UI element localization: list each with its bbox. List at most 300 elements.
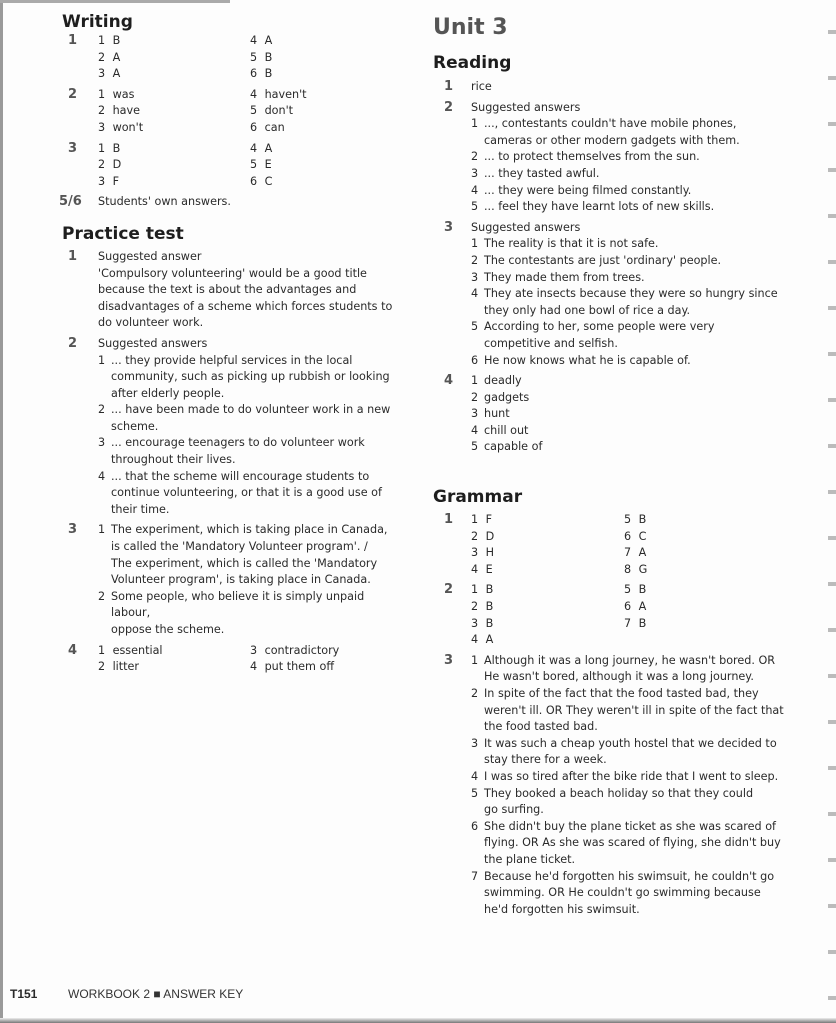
answer-line: ... encourage teenagers to do volunteer work (111, 436, 365, 450)
answer-line: do volunteer work. (98, 316, 204, 330)
exercise-body (98, 643, 402, 676)
answer-line: community, such as picking up rubbish or looking (111, 370, 390, 384)
answer-item (98, 402, 402, 435)
answer-column (471, 512, 624, 578)
item-answer: E (485, 562, 493, 576)
item-answer: have (112, 104, 141, 118)
answer-item (471, 390, 803, 407)
item-answer: A (638, 600, 647, 614)
item-answer: A (264, 141, 273, 155)
item-number: 4 (250, 87, 258, 101)
answer-line: In spite of the fact that the food tasted bad, they (484, 687, 759, 700)
answer-line: go surfing. (484, 803, 544, 817)
item-answer: don't (264, 104, 294, 118)
answer-line: cameras or other modern gadgets with them. (484, 133, 740, 147)
answer-item (471, 236, 803, 253)
answer-columns (98, 141, 402, 191)
exercise-body (471, 582, 803, 648)
answer-column (98, 33, 250, 83)
item-number: 3 (471, 736, 479, 750)
answer-line: rice (471, 80, 492, 93)
item-number: 2 (471, 253, 479, 267)
exercise-body (98, 87, 402, 137)
item-answer: essential (112, 643, 163, 657)
section-heading: Practice test (62, 223, 184, 244)
item-text (484, 166, 599, 183)
answer-item (471, 423, 803, 440)
exercise-body (471, 373, 803, 456)
answer-pair (98, 141, 250, 158)
answer-line: It was such a cheap youth hostel that we decided to (484, 736, 777, 750)
answer-pair (250, 659, 402, 676)
answer-item (98, 469, 402, 519)
answer-item (471, 286, 803, 319)
exercise-number: 3 (68, 140, 78, 156)
item-number: 5 (624, 583, 632, 597)
item-number: 8 (624, 562, 632, 576)
answer-line: after elderly people. (111, 386, 225, 400)
answer-line: weren't ill. OR They weren't ill in spite of the fact that (484, 703, 784, 717)
item-answer: C (638, 529, 647, 543)
item-number: 5 (250, 104, 258, 118)
answer-item (98, 522, 402, 588)
exercise-body (98, 33, 402, 83)
exercise-number: 3 (444, 652, 454, 668)
answer-line: ... feel they have learnt lots of new skills. (484, 200, 715, 214)
answer-item (471, 166, 803, 183)
answer-line: flying. OR As she was scared of flying, she didn't buy (484, 836, 781, 850)
item-answer: B (264, 50, 273, 64)
exercise-number: 5/6 (59, 194, 82, 210)
item-number: 2 (471, 687, 479, 700)
answer-pair (250, 120, 402, 137)
item-answer: A (112, 50, 121, 64)
exercise-number: 3 (444, 219, 454, 235)
answer-column (250, 33, 402, 83)
exercise (62, 87, 402, 137)
answer-item (98, 353, 402, 403)
answer-pair (250, 50, 402, 67)
item-number: 4 (98, 469, 106, 483)
answer-line: They made them from trees. (484, 270, 645, 284)
answer-line: ... that the scheme will encourage students to (111, 469, 370, 483)
unit-title: Unit 3 (433, 15, 508, 40)
answer-pair (98, 33, 250, 50)
answer-line: hunt (484, 407, 510, 421)
answer-line: throughout their lives. (111, 453, 236, 467)
item-number: 1 (98, 141, 106, 155)
exercise (62, 522, 402, 638)
item-number: 1 (98, 353, 106, 367)
item-text (484, 116, 740, 149)
exercise (433, 100, 803, 216)
answer-column (98, 643, 250, 676)
answer-line: capable of (484, 440, 543, 454)
item-number: 1 (471, 583, 479, 597)
item-answer: E (264, 158, 272, 172)
answer-pair (624, 599, 777, 616)
item-number: 7 (624, 616, 632, 630)
answer-line: their time. (111, 502, 170, 516)
item-answer: contradictory (264, 643, 340, 657)
item-text (484, 199, 714, 216)
exercise-number: 1 (68, 248, 78, 264)
item-text (484, 286, 778, 319)
answer-pair (98, 659, 250, 676)
item-answer: can (264, 120, 285, 134)
item-number: 6 (250, 174, 258, 188)
item-number: 2 (98, 403, 106, 417)
answer-pair (98, 66, 250, 83)
answer-item (471, 406, 803, 423)
answer-pair (471, 599, 624, 616)
answer-pair (250, 643, 402, 660)
exercise (433, 512, 803, 578)
answer-item (471, 353, 803, 370)
item-number: 3 (98, 436, 106, 450)
answer-pair (471, 616, 624, 633)
section-heading: Grammar (433, 487, 523, 508)
item-answer: D (485, 529, 495, 543)
item-answer: B (485, 616, 494, 630)
answer-item (471, 149, 803, 166)
answer-column (98, 141, 250, 191)
item-number: 3 (98, 67, 106, 81)
item-text (484, 423, 528, 440)
item-answer: B (638, 583, 647, 597)
answer-line: The reality is that it is not safe. (484, 237, 659, 251)
answer-line: 'Compulsory volunteering' would be a good title (98, 266, 367, 280)
answer-line: is called the 'Mandatory Volunteer program'. / (111, 540, 368, 554)
answer-column (98, 87, 250, 137)
answer-line: gadgets (484, 390, 530, 404)
exercise-body (98, 141, 402, 191)
answer-column (471, 582, 624, 648)
item-number: 3 (250, 643, 258, 657)
item-text (484, 390, 529, 407)
exercise-number: 2 (444, 99, 454, 115)
item-number: 4 (471, 183, 479, 197)
answer-pair (98, 157, 250, 174)
item-number: 4 (471, 633, 479, 647)
item-answer: H (485, 546, 494, 560)
exercise-body (471, 79, 803, 96)
exercise (62, 249, 402, 332)
answer-item (471, 653, 803, 686)
answer-pair (471, 582, 624, 599)
item-text (484, 353, 691, 370)
item-answer: A (264, 34, 273, 47)
item-answer: B (485, 600, 494, 614)
item-number: 5 (250, 158, 258, 172)
scan-edge-bottom (0, 1018, 836, 1023)
item-text (484, 270, 645, 287)
exercise-number: 4 (444, 373, 454, 389)
answer-pair (624, 512, 777, 529)
item-text (484, 769, 778, 786)
item-number: 3 (98, 120, 106, 134)
item-number: 1 (471, 237, 479, 251)
answer-line: Students' own answers. (98, 195, 231, 209)
item-text (484, 373, 522, 390)
exercise-number: 2 (444, 582, 454, 598)
answer-columns (98, 33, 402, 83)
item-answer: F (112, 174, 119, 188)
item-number: 2 (98, 158, 106, 172)
item-answer: G (638, 562, 648, 576)
answer-pair (250, 141, 402, 158)
answer-pair (624, 562, 777, 579)
item-text (484, 869, 774, 919)
answer-line: Some people, who believe it is simply unpaid labour, (111, 589, 365, 620)
answer-line: ... they were being filmed constantly. (484, 183, 692, 197)
exercise-body (471, 100, 803, 216)
answer-line: He now knows what he is capable of. (484, 353, 691, 367)
exercise (433, 373, 803, 456)
answer-line: She didn't buy the plane ticket as she was scared of (484, 819, 776, 833)
item-text (484, 183, 691, 200)
answer-pair (471, 632, 624, 649)
answer-pair (250, 103, 402, 120)
exercise-body (98, 522, 402, 638)
answer-line: because the text is about the advantages and (98, 283, 357, 297)
item-answer: was (112, 87, 135, 101)
answer-line: Although it was a long journey, he wasn't bored. OR (484, 653, 776, 667)
answer-item (471, 439, 803, 456)
exercise-body (471, 220, 803, 369)
answer-pair (471, 512, 624, 529)
answer-pair (250, 66, 402, 83)
item-number: 4 (471, 769, 479, 783)
item-number: 1 (471, 374, 479, 388)
item-number: 2 (98, 104, 106, 118)
item-number: 6 (471, 353, 479, 367)
answer-line: The experiment, which is taking place in Canada, (111, 523, 388, 537)
item-number: 4 (471, 423, 479, 437)
item-number: 4 (471, 287, 479, 301)
answer-item (98, 589, 402, 639)
left-column (59, 0, 402, 680)
answer-item (471, 736, 803, 769)
answer-line: continue volunteering, or that it is a good use of (111, 486, 382, 500)
answer-line: he'd forgotten his swimsuit. (484, 902, 640, 916)
answer-item (471, 686, 803, 736)
answer-item (471, 253, 803, 270)
item-text (484, 653, 775, 686)
answer-line: competitive and selfish. (484, 336, 618, 350)
item-number: 1 (471, 513, 479, 527)
exercise (59, 194, 402, 211)
answer-line: ... they provide helpful services in the local (111, 353, 353, 367)
item-answer: D (112, 158, 122, 172)
item-number: 4 (250, 660, 258, 674)
item-number: 1 (98, 34, 106, 47)
answer-line: ... they tasted awful. (484, 166, 600, 180)
answer-pair (624, 545, 777, 562)
item-text (484, 686, 784, 736)
answer-pair (250, 157, 402, 174)
item-answer: B (112, 141, 121, 155)
answer-columns (471, 582, 803, 648)
item-answer: A (112, 67, 121, 81)
answer-pair (624, 582, 777, 599)
right-column (433, 0, 803, 922)
item-answer: B (638, 513, 647, 527)
item-number: 2 (98, 50, 106, 64)
answer-line: deadly (484, 374, 522, 388)
answer-line: scheme. (111, 419, 159, 433)
item-text (484, 149, 700, 166)
exercise-number: 4 (68, 642, 78, 658)
answer-column (250, 87, 402, 137)
item-number: 6 (250, 67, 258, 81)
answer-line: They ate insects because they were so hungry since (484, 287, 778, 301)
item-text (484, 319, 714, 352)
item-text (484, 253, 721, 270)
exercise (433, 582, 803, 648)
answer-pair (471, 529, 624, 546)
answer-columns (471, 512, 803, 578)
item-number: 6 (250, 120, 258, 134)
item-answer: put them off (264, 660, 335, 674)
answer-line: ..., contestants couldn't have mobile phones, (484, 117, 737, 131)
answer-pair (98, 120, 250, 137)
item-number: 5 (471, 440, 479, 454)
item-number: 3 (471, 616, 479, 630)
page-footer (10, 987, 244, 1001)
answer-pair (624, 616, 777, 633)
item-text (484, 736, 777, 769)
footer-title: WORKBOOK 2 ■ ANSWER KEY (68, 987, 244, 1001)
answer-line: ... to protect themselves from the sun. (484, 150, 700, 164)
answer-line: He wasn't bored, although it was a long journey. (484, 670, 754, 684)
answer-item (471, 869, 803, 919)
item-text (484, 439, 542, 456)
item-answer: A (485, 633, 494, 647)
item-answer: C (264, 174, 273, 188)
answer-pair (471, 545, 624, 562)
answer-line: According to her, some people were very (484, 320, 715, 334)
exercise (62, 643, 402, 676)
answer-column (624, 512, 777, 578)
answer-column (250, 643, 402, 676)
answer-line: the food tasted bad. (484, 720, 598, 734)
item-number: 6 (624, 529, 632, 543)
item-number: 5 (250, 50, 258, 64)
answer-pair (98, 103, 250, 120)
answer-line: They booked a beach holiday so that they could (484, 786, 754, 800)
exercise (433, 220, 803, 369)
answer-line: Because he'd forgotten his swimsuit, he couldn't go (484, 869, 775, 883)
section-heading: Writing (62, 12, 133, 32)
item-number: 1 (98, 523, 106, 537)
answer-line: the plane ticket. (484, 852, 576, 866)
item-answer: haven't (264, 87, 307, 101)
exercise-number: 2 (68, 335, 78, 351)
exercise-body (98, 194, 402, 211)
answer-item (471, 183, 803, 200)
item-text (484, 236, 659, 253)
answer-item (471, 786, 803, 819)
answer-line: oppose the scheme. (111, 623, 225, 636)
answer-pair (624, 529, 777, 546)
exercise-number: 1 (444, 512, 454, 528)
item-number: 4 (471, 562, 479, 576)
exercise (62, 33, 402, 83)
answer-column (624, 582, 777, 648)
item-text (484, 406, 510, 423)
item-number: 1 (98, 643, 106, 657)
item-number: 7 (471, 869, 479, 883)
item-text (111, 435, 365, 468)
item-answer: B (638, 616, 647, 630)
item-text (111, 353, 390, 403)
item-answer: B (485, 583, 494, 597)
answer-columns (98, 87, 402, 137)
item-number: 2 (471, 150, 479, 164)
item-number: 4 (250, 34, 258, 47)
exercise-body (471, 653, 803, 919)
item-answer: won't (112, 120, 144, 134)
item-number: 2 (98, 660, 106, 674)
answer-item (471, 199, 803, 216)
item-number: 1 (471, 117, 479, 131)
item-number: 3 (98, 174, 106, 188)
item-number: 7 (624, 546, 632, 560)
exercise-body (98, 249, 402, 332)
page-number: T151 (10, 987, 38, 1001)
item-answer: B (112, 34, 121, 47)
item-number: 6 (471, 819, 479, 833)
answer-line: Volunteer program', is taking place in Canada. (111, 573, 371, 587)
answer-pair (250, 33, 402, 50)
item-number: 5 (471, 200, 479, 214)
exercise-body (471, 512, 803, 578)
answer-line: they only had one bowl of rice a day. (484, 303, 691, 317)
exercise (433, 653, 803, 919)
answer-line: The contestants are just 'ordinary' people. (484, 253, 722, 267)
answer-pair (98, 87, 250, 104)
answer-pair (250, 174, 402, 191)
answer-pair (98, 643, 250, 660)
scan-edge-right (828, 0, 836, 1023)
answer-item (471, 319, 803, 352)
item-number: 6 (624, 600, 632, 614)
answer-line: Suggested answers (98, 336, 208, 350)
answer-pair (250, 87, 402, 104)
item-text (484, 786, 753, 819)
section-heading: Reading (433, 53, 512, 73)
exercise (62, 336, 402, 519)
exercise (433, 79, 803, 96)
item-answer: A (638, 546, 647, 560)
answer-line: Suggested answers (471, 220, 581, 234)
item-number: 4 (250, 141, 258, 155)
answer-line: disadvantages of a scheme which forces students to (98, 299, 393, 313)
answer-pair (98, 50, 250, 67)
answer-line: I was so tired after the bike ride that I went to sleep. (484, 769, 779, 783)
exercise-body (98, 336, 402, 519)
item-answer: F (485, 513, 492, 527)
item-text (484, 819, 781, 869)
item-number: 5 (471, 786, 479, 800)
item-text (111, 589, 402, 639)
item-number: 1 (98, 87, 106, 101)
item-number: 2 (471, 600, 479, 614)
item-number: 1 (471, 653, 479, 667)
item-number: 2 (471, 390, 479, 404)
item-text (111, 469, 382, 519)
